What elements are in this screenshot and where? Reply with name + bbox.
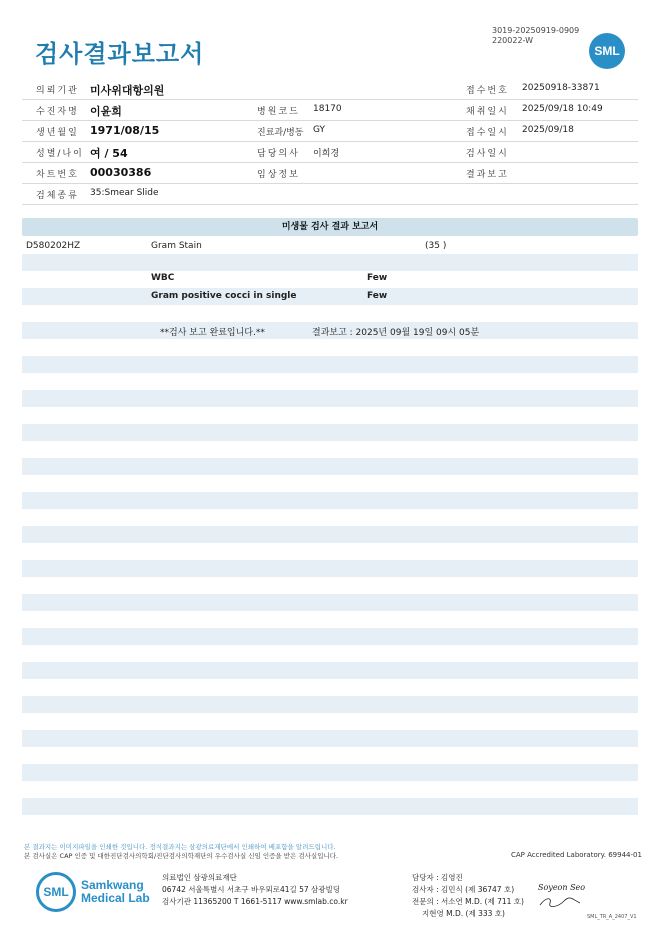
- stripe: [22, 594, 638, 611]
- sex-age: 여 / 54: [90, 147, 128, 160]
- dept: GY: [313, 125, 326, 135]
- info-row: [22, 121, 638, 142]
- document-id-line1: 3019-20250919-0909: [492, 26, 580, 35]
- info-row: [22, 79, 638, 100]
- section-title: 미생물 검사 결과 보고서: [22, 218, 638, 236]
- manager: 담당자 : 김영진: [412, 873, 463, 882]
- clinical-info-label: 임상정보: [257, 170, 300, 180]
- birth-label: 생년월일: [36, 128, 79, 138]
- stripe: [22, 356, 638, 373]
- report-label: 결과보고: [466, 170, 509, 180]
- doctor: 이희경: [313, 149, 340, 159]
- certification-note: 본 검사실은 CAP 인증 및 대한진단검사의학회/진단검사의학재단의 우수검사실 신임 인증을 받은 검사실입니다.: [24, 852, 339, 860]
- signature: Soyeon Seo: [538, 883, 586, 892]
- requesting-org: 미사위대항의원: [90, 84, 165, 97]
- lab-address: [162, 872, 348, 908]
- brand-name-line1: Samkwang: [81, 878, 144, 892]
- result-value: Few: [367, 291, 388, 301]
- report-title: 검사결과보고서: [35, 40, 205, 68]
- info-row: [22, 163, 638, 184]
- result-name: Gram positive cocci in single: [151, 291, 297, 301]
- stripe: [22, 288, 638, 305]
- stripe: [22, 390, 638, 407]
- stripe: [22, 254, 638, 271]
- stripe: [22, 560, 638, 577]
- stripe: [22, 628, 638, 645]
- stripe: [22, 424, 638, 441]
- stripe: [22, 492, 638, 509]
- sml-logo: SML: [589, 33, 625, 69]
- birth-date: 1971/08/15: [90, 124, 160, 137]
- stripe: [22, 798, 638, 815]
- footer-notice: 본 결과지는 이미지파일을 인쇄한 것입니다. 정식결과지는 삼광의료재단에서 인쇄하여 배포함을 알려드립니다.: [24, 843, 336, 851]
- specimen: 35:Smear Slide: [90, 188, 159, 198]
- chart-no-label: 차트번호: [36, 170, 79, 180]
- specialist-2: 지현영 M.D. (제 333 호): [422, 909, 505, 918]
- brand-name-line2: Medical Lab: [81, 891, 150, 905]
- document-id-line2: 220022-W: [492, 36, 534, 45]
- cap-accreditation: CAP Accredited Laboratory. 69944-01: [511, 851, 642, 859]
- receipt-no-label: 접수번호: [466, 86, 509, 96]
- doctor-label: 담당의사: [257, 149, 300, 159]
- test-date-label: 검사일시: [466, 149, 509, 159]
- stripe: [22, 764, 638, 781]
- org-name: 의료법인 삼광의료재단: [162, 873, 237, 882]
- patient-name: 이윤희: [90, 105, 122, 118]
- stripe: [22, 696, 638, 713]
- info-row: [22, 100, 638, 121]
- test-code: D580202HZ: [26, 241, 81, 251]
- chart-no: 00030386: [90, 166, 152, 179]
- patient-info-table: [22, 79, 638, 205]
- stripe: [22, 730, 638, 747]
- document-id: [492, 26, 579, 46]
- receipt-no: 20250918-33871: [522, 83, 600, 93]
- result-value: Few: [367, 273, 388, 283]
- info-row: [22, 142, 638, 163]
- hospital-code-label: 병원코드: [257, 107, 300, 117]
- signers: [412, 872, 524, 920]
- receipt-date: 2025/09/18: [522, 125, 574, 135]
- contact: 검사기관 11365200 T 1661-5117 www.smlab.co.kr: [162, 897, 348, 906]
- address: 06742 서울특별시 서초구 바우뫼로41길 57 삼광빌딩: [162, 885, 341, 894]
- brand-name: [81, 879, 150, 905]
- test-name: Gram Stain: [151, 241, 202, 251]
- sex-age-label: 성별/나이: [36, 149, 84, 159]
- samkwang-logo: [36, 872, 150, 912]
- dept-label: 진료과/병동: [257, 128, 304, 138]
- stripe: [22, 458, 638, 475]
- sml-ring-logo: SML: [36, 872, 76, 912]
- tester: 검사자 : 김민식 (제 36747 호): [412, 885, 515, 894]
- specialist-1: 전문의 : 서소연 M.D. (제 711 호): [412, 897, 524, 906]
- specimen-label: 검체종류: [36, 191, 79, 201]
- test-suffix: (35 ): [425, 241, 447, 251]
- hospital-code: 18170: [313, 104, 342, 114]
- receipt-date-label: 접수일시: [466, 128, 509, 138]
- patient-name-label: 수진자명: [36, 107, 79, 117]
- result-name: WBC: [151, 273, 175, 283]
- form-code: SML_TR_A_2407_V1: [587, 914, 637, 920]
- info-row: [22, 184, 638, 205]
- report-time: 결과보고 : 2025년 09월 19일 09시 05분: [312, 328, 480, 338]
- stripe: [22, 662, 638, 679]
- report-complete-message: **검사 보고 완료입니다.**: [160, 328, 265, 338]
- stripe: [22, 526, 638, 543]
- requesting-org-label: 의뢰기관: [36, 86, 79, 96]
- collection-datetime-label: 채취일시: [466, 107, 509, 117]
- collection-datetime: 2025/09/18 10:49: [522, 104, 603, 114]
- signature-scribble: [538, 895, 582, 909]
